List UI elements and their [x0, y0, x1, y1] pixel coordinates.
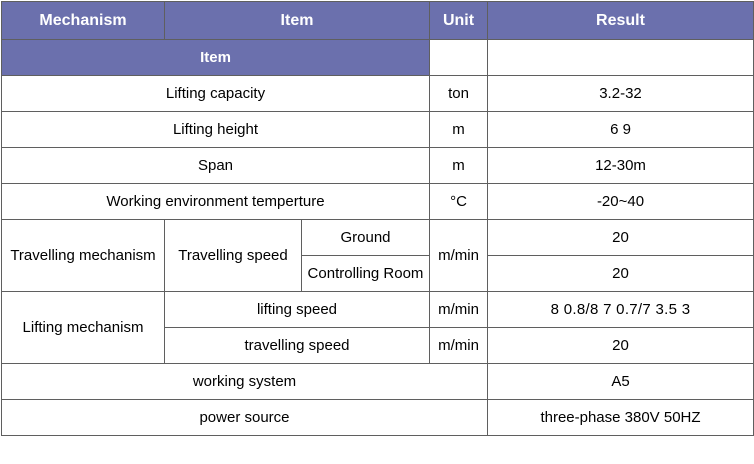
specification-table — [1, 1, 754, 436]
column-header-result: Result — [488, 2, 754, 40]
column-header-item: Item — [165, 2, 430, 40]
table-row — [2, 76, 754, 112]
section-band-unit-spacer — [430, 40, 488, 76]
table-row — [2, 220, 754, 256]
section-band-item: Item — [2, 40, 430, 76]
row-sub-controlling-room: Controlling Room — [302, 256, 430, 292]
row-item-lifting-speed: lifting speed — [165, 292, 430, 328]
row-mechanism-travelling-mechanism: Travelling mechanism — [2, 220, 165, 292]
table-row — [2, 148, 754, 184]
table-header-row — [2, 2, 754, 40]
row-unit-working-environment-temperture: °C — [430, 184, 488, 220]
row-result-travelling-speed-ground: 20 — [488, 220, 754, 256]
row-unit-lifting-speed: m/min — [430, 292, 488, 328]
row-unit-lifting-travelling-speed: m/min — [430, 328, 488, 364]
row-result-travelling-speed-controlling-room: 20 — [488, 256, 754, 292]
table-row — [2, 184, 754, 220]
row-item-lifting-height: Lifting height — [2, 112, 430, 148]
row-result-working-system: A5 — [488, 364, 754, 400]
row-item-travelling-speed: Travelling speed — [165, 220, 302, 292]
row-unit-travelling-speed: m/min — [430, 220, 488, 292]
column-header-mechanism: Mechanism — [2, 2, 165, 40]
row-unit-span: m — [430, 148, 488, 184]
table-row — [2, 292, 754, 328]
row-result-lifting-capacity: 3.2-32 — [488, 76, 754, 112]
row-result-span: 12-30m — [488, 148, 754, 184]
row-item-power-source: power source — [2, 400, 488, 436]
table-row — [2, 112, 754, 148]
row-result-lifting-height: 6 9 — [488, 112, 754, 148]
row-sub-ground: Ground — [302, 220, 430, 256]
row-unit-lifting-capacity: ton — [430, 76, 488, 112]
row-mechanism-lifting-mechanism: Lifting mechanism — [2, 292, 165, 364]
row-result-working-environment-temperture: -20~40 — [488, 184, 754, 220]
section-band-row — [2, 40, 754, 76]
row-item-lifting-capacity: Lifting capacity — [2, 76, 430, 112]
table-row — [2, 364, 754, 400]
table-row — [2, 400, 754, 436]
row-unit-lifting-height: m — [430, 112, 488, 148]
section-band-result-spacer — [488, 40, 754, 76]
row-result-power-source: three-phase 380V 50HZ — [488, 400, 754, 436]
row-item-span: Span — [2, 148, 430, 184]
column-header-unit: Unit — [430, 2, 488, 40]
row-item-working-system: working system — [2, 364, 488, 400]
row-result-lifting-speed: 8 0.8/8 7 0.7/7 3.5 3 — [488, 292, 754, 328]
row-item-lifting-travelling-speed: travelling speed — [165, 328, 430, 364]
row-result-lifting-travelling-speed: 20 — [488, 328, 754, 364]
row-item-working-environment-temperture: Working environment temperture — [2, 184, 430, 220]
